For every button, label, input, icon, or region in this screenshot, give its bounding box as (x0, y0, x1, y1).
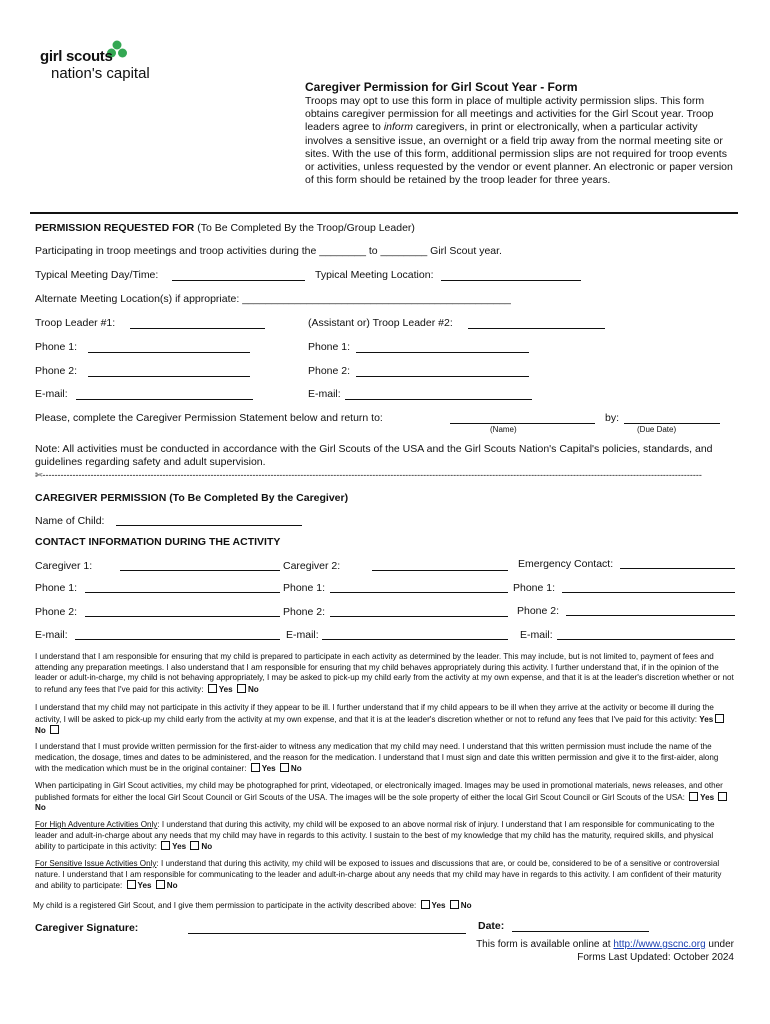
statement-high-adventure: For High Adventure Activities Only: I understand that during this activity, my child will be exposed to an above normal risk of injury. I understand that I am responsible for communicating to the leader and adult-in-charge about any needs that my child may have in regards to this activity. I sustain to the best of my knowledge that my child has the maturity, required skills, and physical ability to participate in this activity: Yes No (35, 820, 715, 852)
leader1-phone1-field[interactable] (88, 352, 250, 353)
by-label: by: (605, 412, 620, 424)
name-caption: (Name) (490, 425, 517, 434)
s4-no-checkbox[interactable] (718, 792, 727, 801)
statement-illness: I understand that my child may not participate in this activity if they appear to be ill. I further understand that if my child appears to be ill when they arrive at the activity or become ill during the activity, I will be asked to pick-up my child early from the activity at my own expense, and that it is at the leader's discretion whether or not to refund any fees that I've paid for this activity: YesNo (35, 703, 735, 737)
s2-no-checkbox[interactable] (50, 725, 59, 734)
s5-yes-checkbox[interactable] (161, 841, 170, 850)
section-rule (30, 212, 738, 214)
caregiver1-field[interactable] (120, 570, 280, 571)
em-phone2-label: Phone 2: (517, 605, 560, 617)
leader2-phone2-field[interactable] (356, 376, 529, 377)
statement-responsibility: I understand that I am responsible for ensuring that my child is prepared to participate in each activity as determined by the leader. This may include, but is not limited to, payment of fees and attending any preparation meetings. I also understand that I am responsible for ensuring that my child behaves appropriately during this activity. I further understand that, if in the opinion of the leader or adult-in-charge, my child is not behaving appropriately, I may be asked to pick-up my child early from the activity at my own expense, and that it is at the leader's discretion whether or not to refund any fees that I've paid for this activity: Yes No (35, 652, 734, 694)
s1-no-checkbox[interactable] (237, 684, 246, 693)
footer-available: This form is available online at http://www.gscnc.org under (476, 939, 734, 950)
alt-location-line[interactable]: Alternate Meeting Location(s) if appropriate: ______________________________________________ (35, 293, 511, 305)
caregiver2-label: Caregiver 2: (283, 560, 341, 572)
leader2-phone1-field[interactable] (356, 352, 529, 353)
caregiver-heading: CAREGIVER PERMISSION (To Be Completed By the Caregiver) (35, 492, 349, 504)
contact-heading: CONTACT INFORMATION DURING THE ACTIVITY (35, 536, 281, 548)
return-name-field[interactable] (450, 423, 595, 424)
leader2-phone2-label: Phone 2: (308, 365, 351, 377)
child-name-field[interactable] (116, 525, 302, 526)
leader2-email-field[interactable] (345, 399, 532, 400)
meeting-location-label: Typical Meeting Location: (315, 269, 434, 281)
logo-line2: nation's capital (51, 65, 150, 82)
logo-line1: girl scouts (40, 48, 113, 65)
em-phone1-field[interactable] (562, 592, 735, 593)
cg1-email-field[interactable] (75, 639, 280, 640)
leader1-phone2-field[interactable] (88, 376, 250, 377)
leader1-phone1-label: Phone 1: (35, 341, 78, 353)
date-label: Date: (478, 920, 505, 932)
s6-yes-checkbox[interactable] (127, 880, 136, 889)
return-text: Please, complete the Caregiver Permission Statement below and return to: (35, 412, 383, 424)
leader1-field[interactable] (130, 328, 265, 329)
note-text: Note: All activities must be conducted in accordance with the Girl Scouts of the USA and the Girl Scouts Nation's Capital's policies, standards, and guidelines regarding safety and adult supervision. (35, 443, 713, 468)
cg2-email-label: E-mail: (286, 629, 319, 641)
s2-yes-checkbox[interactable] (715, 714, 724, 723)
child-name-label: Name of Child: (35, 515, 105, 527)
footer (476, 939, 734, 964)
em-email-field[interactable] (557, 639, 735, 640)
cg2-phone2-label: Phone 2: (283, 606, 326, 618)
meeting-day-field[interactable] (172, 280, 305, 281)
form-title: Caregiver Permission for Girl Scout Year - Form (305, 80, 578, 94)
leader2-field[interactable] (468, 328, 605, 329)
due-date-caption: (Due Date) (637, 425, 677, 434)
leader2-phone1-label: Phone 1: (308, 341, 351, 353)
caregiver1-label: Caregiver 1: (35, 560, 93, 572)
leader2-label: (Assistant or) Troop Leader #2: (308, 317, 453, 329)
intro-text: Troops may opt to use this form in place of multiple activity permission slips. This form obtains caregiver permission for all meetings and activities for the Girl Scout year. Troop leaders agree to inform caregivers, in print or electronically, when a particular activity involves a sensitive issue, an overnight or a field trip away from the normal meeting site or sites. With the use of this form, additional permission slips are not required for troop events or activities, unless requested by the vendor or event planner. An electronic or paper version of this form should be retained by the troop leader for three years. (305, 95, 733, 187)
cg2-email-field[interactable] (322, 639, 508, 640)
cut-line: ✄---------------------------------------------------------------------------------------------------------------------------------------------------------------------------------------------------------------------------- (35, 470, 702, 480)
s3-no-checkbox[interactable] (280, 763, 289, 772)
due-date-field[interactable] (624, 423, 720, 424)
caregiver2-field[interactable] (372, 570, 508, 571)
leader1-email-label: E-mail: (35, 388, 68, 400)
s5-no-checkbox[interactable] (190, 841, 199, 850)
cg1-phone2-label: Phone 2: (35, 606, 78, 618)
em-phone1-label: Phone 1: (513, 582, 556, 594)
emergency-label: Emergency Contact: (518, 558, 614, 570)
meeting-location-field[interactable] (441, 280, 581, 281)
s3-yes-checkbox[interactable] (251, 763, 260, 772)
date-field[interactable] (512, 931, 649, 932)
signature-field[interactable] (188, 933, 466, 934)
s1-yes-checkbox[interactable] (208, 684, 217, 693)
website-link[interactable]: http://www.gscnc.org (613, 939, 706, 950)
leader1-label: Troop Leader #1: (35, 317, 116, 329)
em-email-label: E-mail: (520, 629, 553, 641)
footer-updated: Forms Last Updated: October 2024 (577, 951, 734, 963)
em-phone2-field[interactable] (566, 615, 735, 616)
meeting-day-label: Typical Meeting Day/Time: (35, 269, 159, 281)
participating-line[interactable]: Participating in troop meetings and troop activities during the ________ to ________ Girl Scout year. (35, 245, 502, 257)
statement-medication: I understand that I must provide written permission for the first-aider to witness any medication that my child may need. I understand that this written permission must include the name of the medication, the dosage, times and dates to be administered, and the reason for the medication. I understand that I must sign and date this written permission and give it to the first-aider, along with the medication which must be in the original container: Yes No (35, 742, 719, 774)
permission-heading: PERMISSION REQUESTED FOR (To Be Completed By the Troop/Group Leader) (35, 222, 415, 234)
s7-no-checkbox[interactable] (450, 900, 459, 909)
emergency-field[interactable] (620, 568, 735, 569)
logo (40, 40, 160, 88)
statement-photo: When participating in Girl Scout activities, my child may be photographed for print, videotaped, or electronically imaged. Images may be used in promotional materials, news releases, and other published formats for either the local Girl Scout Council or Girl Scouts of the USA. The images will be the sole property of either the local Girl Scout Council or Girl Scouts of the USA: Yes No (35, 781, 735, 814)
signature-label: Caregiver Signature: (35, 922, 139, 934)
s7-yes-checkbox[interactable] (421, 900, 430, 909)
statement-sensitive-issue: For Sensitive Issue Activities Only: I understand that during this activity, my child will be exposed to issues and discussions that are, or could be, considered to be of a sensitive or controversial nature. I understand that I am responsible for communicating to the leader and adult-in-charge about any needs that my child may have in regards to this activity. I am confident of their maturity and ability to participate: Yes No (35, 859, 722, 891)
cg1-phone1-label: Phone 1: (35, 582, 78, 594)
leader2-email-label: E-mail: (308, 388, 341, 400)
cg1-phone2-field[interactable] (85, 616, 280, 617)
leader1-email-field[interactable] (76, 399, 253, 400)
cg2-phone2-field[interactable] (330, 616, 508, 617)
cg1-email-label: E-mail: (35, 629, 68, 641)
cg2-phone1-field[interactable] (330, 592, 508, 593)
s6-no-checkbox[interactable] (156, 880, 165, 889)
cg1-phone1-field[interactable] (85, 592, 280, 593)
leader1-phone2-label: Phone 2: (35, 365, 78, 377)
cg2-phone1-label: Phone 1: (283, 582, 326, 594)
s4-yes-checkbox[interactable] (689, 792, 698, 801)
statement-registered: My child is a registered Girl Scout, and I give them permission to participate in the activity described above: Yes No (33, 901, 472, 910)
